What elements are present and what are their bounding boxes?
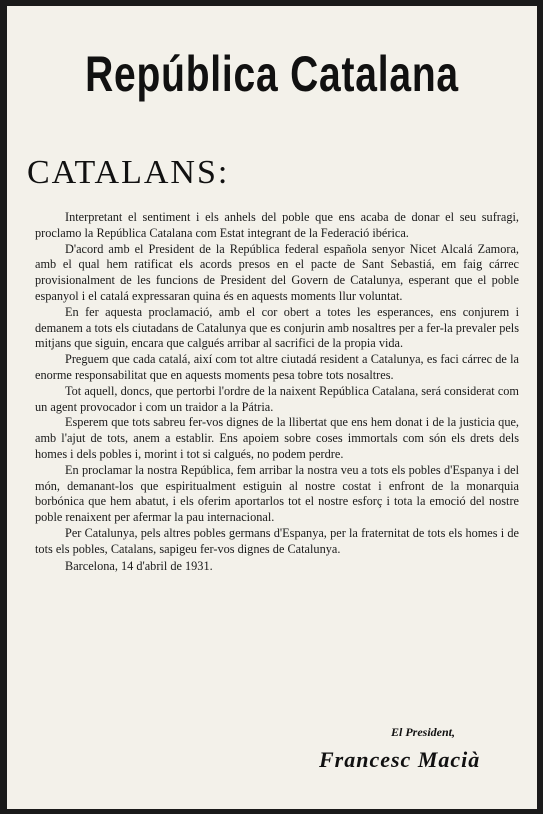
paragraph: Interpretant el sentiment i els anhels del poble que ens acaba de donar el seu sufragi, proclamo la República Catalana com Estat integrant de la Federació ibérica. (35, 210, 519, 240)
proclamation-body (35, 210, 519, 574)
place-and-date: Barcelona, 14 d'abril de 1931. (65, 558, 213, 573)
poster-address: CATALANS: (27, 154, 230, 191)
paragraph: Preguem que cada catalá, així com tot altre ciutadá resident a Catalunya, es faci cárrec de la enorme responsabilitat que en aquests moments pesa tobre tots nosaltres. (35, 352, 519, 382)
paragraph: D'acord amb el President de la República federal española senyor Nicet Alcalá Zamora, amb el qual hem ratificat els acords presos en el pacte de Sant Sebastiá, em faig cárrec provisionalment de les funcions de President del Govern de Catalunya, esperant que el poble espanyol i el catalá expressaran quina és en aquests moments llur voluntat. (35, 241, 519, 303)
proclamation-poster (7, 6, 537, 809)
paragraph: Esperem que tots sabreu fer-vos dignes de la llibertat que ens hem donat i de la justicia que, amb l'ajut de tots, anem a establir. Ens apoiem sobre coses immortals com són els drets dels homes i dels pobles i, morint i tot si calgués, no podem perdre. (35, 415, 519, 461)
paragraph: En proclamar la nostra República, fem arribar la nostra veu a tots els pobles d'Espanya i del món, demanant-los que espiritualment estiguin al nostre costat i enfront de la monarquia borbónica que hem abatut, i els oferim aportarlos tot el nostre esforç i tota la emoció del nostre poble renaixent per afermar la pau internacional. (35, 462, 519, 525)
signature-role: El President, (391, 725, 456, 739)
signature-name: Francesc Macià (319, 747, 481, 772)
paragraph: Per Catalunya, pels altres pobles germans d'Espanya, per la fraternitat de tots els homes i de tots els pobles, Catalans, sapigeu fer-vos dignes de Catalunya. (35, 525, 519, 556)
paragraph: En fer aquesta proclamació, amb el cor obert a totes les esperances, ens conjurem i demanem a tots els ciutadans de Catalunya que es conjurin amb nosaltres per a fer-la prevaler pels mitjans que siguin, encara que calgués arribar al sacrifici de la propia vida. (35, 304, 519, 351)
poster-title: República Catalana (85, 46, 459, 102)
paragraph: Tot aquell, doncs, que pertorbi l'ordre de la naixent República Catalana, será considerat com un agent provocador i com un traidor a la Pátria. (35, 383, 519, 414)
